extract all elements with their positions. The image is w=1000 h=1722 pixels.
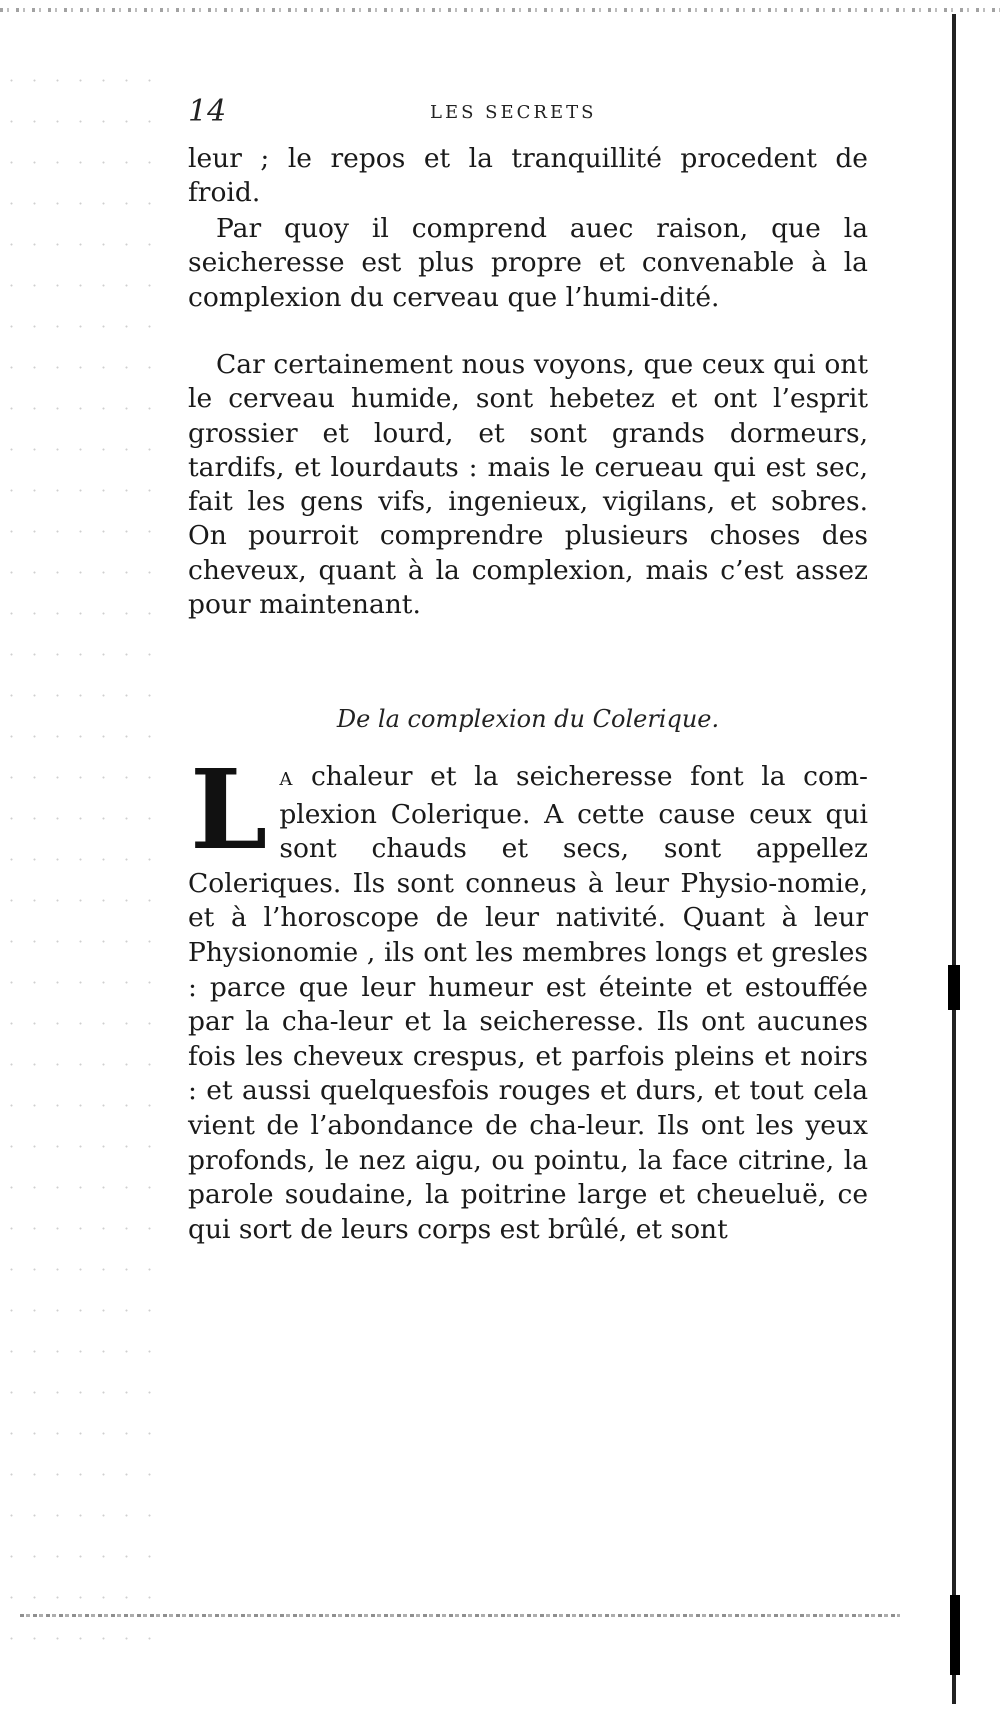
paragraph-3: Car certainement nous voyons, que ceux qui ont le cerveau humide, sont hebetez et ont l’esprit grossier et lourd, et sont grands dormeurs, tardifs, et lourdauts : mais le cerueau qui est sec, fait les gens vifs, ingenieux, vigilans, et sobres. On pourroit comprendre plusieurs choses des cheveux, quant à la complexion, mais c’est assez pour maintenant.: [188, 349, 868, 621]
scan-edge-right: [952, 14, 956, 1704]
section-paragraph: [188, 745, 868, 1247]
scan-specks: [0, 60, 160, 1660]
opening-smallcap: A: [279, 769, 294, 790]
scan-edge-mark-bottom: [950, 1595, 960, 1675]
scan-edge-bottom: [20, 1614, 900, 1617]
page-number: 14: [188, 94, 227, 129]
drop-cap: L: [190, 745, 268, 874]
scan-edge-top: [0, 8, 1000, 12]
running-title: LES SECRETS: [430, 102, 597, 123]
section-body-text: chaleur et la seicheresse font la com-plexion Colerique. A cette cause ceux qui sont chauds et secs, sont appellez Coleriques. Ils sont conneus à leur Physio-nomie, et à l’horoscope de leur nativité. Quant à leur Physionomie , ils ont les membres longs et gresles : parce que leur humeur est éteinte et estouffée par la cha-leur et la seicheresse. Ils ont aucunes fois les cheveux crespus, et parfois pleins et noirs : et aussi quelquesfois rouges et durs, et tout cela vient de l’abondance de cha-leur. Ils ont les yeux profonds, le nez aigu, ou pointu, la face citrine, la parole soudaine, la poitrine large et cheueluë, ce qui sort de leurs corps est brûlé, et sont: [188, 761, 868, 1245]
paragraph-1: leur ; le repos et la tranquillité procedent de froid.: [188, 143, 868, 209]
running-header: [188, 94, 748, 134]
scan-edge-mark: [948, 965, 960, 1010]
section-title: De la complexion du Colerique.: [336, 705, 720, 733]
paragraph-2: Par quoy il comprend auec raison, que la seicheresse est plus propre et convenable à la complexion du cerveau que l’humi-dité.: [188, 213, 868, 313]
